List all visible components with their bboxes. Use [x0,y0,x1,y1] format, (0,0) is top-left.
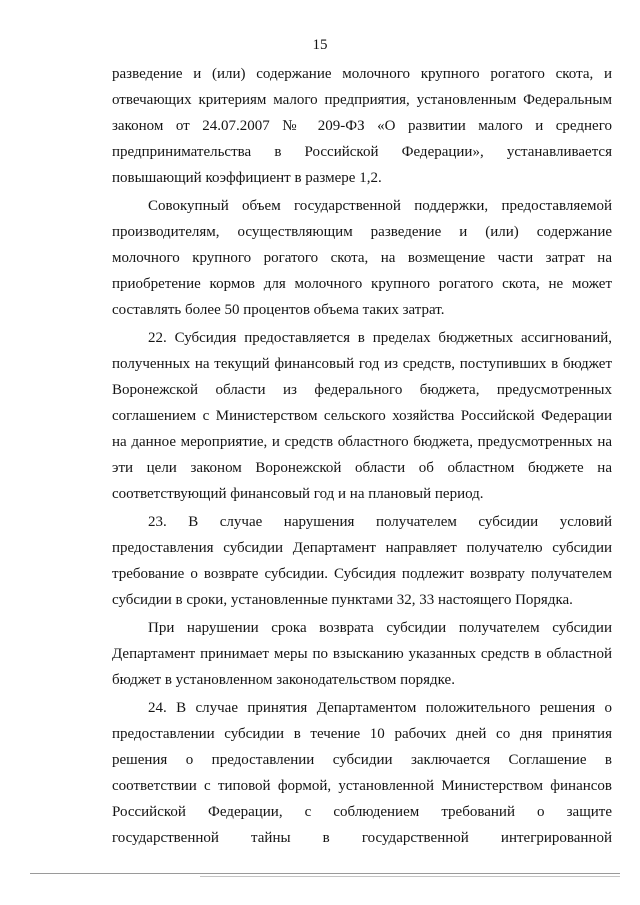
paragraph-1 [112,61,612,191]
text-line: 24. В случае принятия Департаментом положительного решения о [148,700,612,716]
footer-rule-secondary [200,876,620,877]
text-line: 22. Субсидия предоставляется в пределах бюджетных ассигнований, [148,330,612,346]
text-line: Воронежской области из федерального бюджета, предусмотренных [112,382,612,398]
text-line: повышающий коэффициент в размере 1,2. [112,170,382,186]
text-line: составлять более 50 процентов объема таких затрат. [112,302,445,318]
text-line: соответствии с типовой формой, установленной Министерством финансов [112,778,612,794]
paragraph-item-22 [112,325,612,507]
text-line: бюджет в установленном законодательством порядке. [112,672,455,688]
text-line: предпринимательства в Российской Федерации», устанавливается [112,144,612,160]
text-line: субсидии в сроки, установленные пунктами 32, 33 настоящего Порядка. [112,592,573,608]
text-line: соглашением с Министерством сельского хозяйства Российской Федерации [112,408,612,424]
text-line: отвечающих критериям малого предприятия, установленным Федеральным [112,92,612,108]
text-line: требование о возврате субсидии. Субсидия подлежит возврату получателем [112,566,612,582]
text-line: Департамент принимает меры по взысканию указанных средств в областной [112,646,612,662]
text-line: полученных на текущий финансовый год из средств, поступивших в бюджет [112,356,612,372]
text-line: Российской Федерации, с соблюдением требований о защите [112,804,612,820]
text-line: производителям, осуществляющим разведение и (или) содержание [112,224,612,240]
text-line: на данное мероприятие, и средств областного бюджета, предусмотренных на [112,434,612,450]
text-line: приобретение кормов для молочного крупного рогатого скота, не может [112,276,612,292]
text-line: решения о предоставлении субсидии заключается Соглашение в [112,752,612,768]
text-line: молочного крупного рогатого скота, на возмещение части затрат на [112,250,612,266]
text-line: предоставления субсидии Департамент направляет получателю субсидии [112,540,612,556]
text-line: эти цели законом Воронежской области об областном бюджете на [112,460,612,476]
text-line: При нарушении срока возврата субсидии получателем субсидии [148,620,612,636]
text-line: государственной тайны в государственной интегрированной [112,830,612,846]
paragraph-item-24 [112,695,612,851]
text-line: 23. В случае нарушения получателем субсидии условий [148,514,612,530]
page-number: 15 [312,37,328,53]
paragraph-5 [112,615,612,693]
text-line: соответствующий финансовый год и на плановый период. [112,486,484,502]
text-line: предоставлении субсидии в течение 10 рабочих дней со дня принятия [112,726,612,742]
text-line: Совокупный объем государственной поддержки, предоставляемой [148,198,612,214]
text-line: разведение и (или) содержание молочного крупного рогатого скота, и [112,66,612,82]
footer-rule [30,873,620,874]
paragraph-item-23 [112,509,612,613]
paragraph-2 [112,193,612,323]
document-body [112,61,612,851]
text-line: законом от 24.07.2007 № 209-ФЗ «О развитии малого и среднего [112,118,612,134]
